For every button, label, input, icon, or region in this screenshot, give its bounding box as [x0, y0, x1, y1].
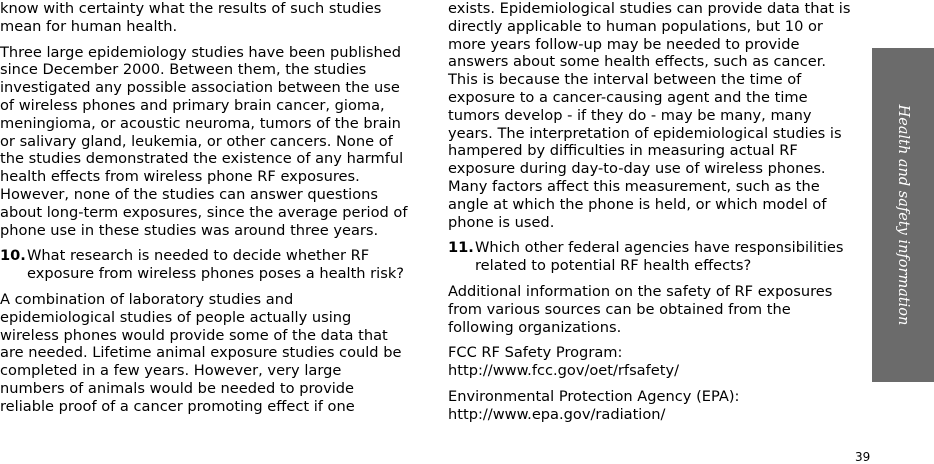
epa-name: Environmental Protection Agency (EPA):	[448, 387, 740, 405]
page-number: 39	[855, 450, 871, 464]
fcc-url: http://www.fcc.gov/oet/rfsafety/	[448, 362, 680, 380]
paragraph-additional-information: Additional information on the safety of RF exposures from various sources can be obtained from the following organizations.	[448, 282, 833, 336]
section-tab-label: Health and safety information	[895, 104, 911, 326]
question-text: What research is needed to decide whether RF exposure from wireless phones poses a health risk?	[27, 247, 405, 283]
epa-url: http://www.epa.gov/radiation/	[448, 405, 666, 423]
question-11	[448, 239, 853, 275]
left-column	[0, 0, 408, 424]
epa-reference	[448, 388, 853, 424]
paragraph-epidemiology-studies: Three large epidemiology studies have been published since December 2000. Between them, the studies investigated any possible association between the use of wireless phones and primary brain cancer, gioma, meningioma, or acoustic neuroma, tumors of the brain or salivary gland, leukemia, or other cancers. None of the studies demonstrated the existence of any harmful health effects from wireless phone RF exposures. However, none of the studies can answer questions about long-term exposures, since the average period of phone use in these studies was around three years.	[0, 43, 408, 239]
right-column	[448, 0, 853, 432]
question-text: Which other federal agencies have responsibilities related to potential RF health effects?	[475, 239, 844, 275]
fcc-reference	[448, 344, 853, 380]
section-tab	[872, 48, 934, 382]
paragraph-combination-studies: A combination of laboratory studies and epidemiological studies of people actually using wireless phones would provide some of the data that are needed. Lifetime animal exposure studies could be completed in a few years. However, very large numbers of animals would be needed to provide reliable proof of a cancer promoting effect if one	[0, 290, 402, 415]
question-number: 11.	[448, 239, 474, 257]
paragraph-epidemiological-data: exists. Epidemiological studies can provide data that is directly applicable to human populations, but 10 or more years follow-up may be needed to provide answers about some health effects, such as cancer. This is because the interval between the time of exposure to a cancer-causing agent and the time tumors develop - if they do - may be many, many years. The interpretation of epidemiological studies is hampered by difficulties in measuring actual RF exposure during day-to-day use of wireless phones. Many factors affect this measurement, such as the angle at which the phone is held, or which model of phone is used.	[448, 0, 851, 231]
question-10	[0, 247, 408, 283]
fcc-name: FCC RF Safety Program:	[448, 344, 623, 362]
question-number: 10.	[0, 247, 26, 265]
paragraph-continuation: know with certainty what the results of such studies mean for human health.	[0, 0, 382, 35]
